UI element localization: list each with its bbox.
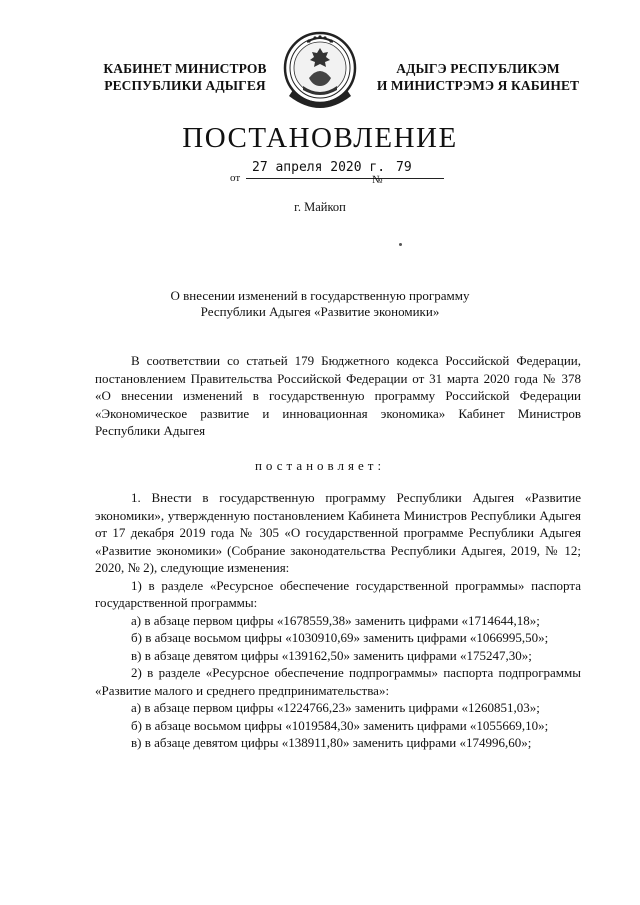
preamble-paragraph: В соответствии со статьей 179 Бюджетного кодекса Российской Федерации, постановлением Правительства Российской Федерации от 31 марта 2020 года № 378 «О внесении изменений в государственную программу Российской Федерации «Экономическое развитие и инновационная экономика» Кабинет Министров Республики Адыгея (95, 353, 581, 438)
coat-of-arms-icon (279, 28, 361, 114)
list-item: в) в абзаце девятом цифры «138911,80» заменить цифрами «174996,60»; (131, 735, 532, 750)
org-name-adyghe (368, 60, 588, 94)
org-name-line: И МИНИСТРЭМЭ Я КАБИНЕТ (376, 78, 580, 93)
resolves-word: постановляет: (254, 458, 386, 473)
list-item: б) в абзаце восьмом цифры «1030910,69» заменить цифрами «1066995,50»; (131, 630, 549, 645)
list-item: а) в абзаце первом цифры «1678559,38» заменить цифрами «1714644,18»; (131, 612, 540, 628)
document-date: 27 апреля 2020 г. (246, 160, 390, 179)
city: г. Майкоп (294, 200, 346, 214)
org-name-russian (90, 60, 280, 94)
document-subject (100, 288, 540, 320)
subject-line: Республики Адыгея «Развитие экономики» (200, 304, 440, 319)
list-item: 2) в разделе «Ресурсное обеспечение подпрограммы» паспорта подпрограммы «Развитие малого и среднего предпринимательства»: (95, 665, 581, 698)
org-name-line: АДЫГЭ РЕСПУБЛИКЭМ (396, 61, 560, 76)
list-item: 1. Внести в государственную программу Республики Адыгея «Развитие экономики», утвержденную постановлением Кабинета Министров Республики Адыгея от 17 декабря 2019 года № 305 «О государственной программе Республики Адыгея «Развитие экономики» (Собрание законодательства Республики Адыгея, 2019, № 12; 2020, № 2), следующие изменения: (95, 490, 581, 575)
date-number-line (228, 160, 448, 190)
list-item: б) в абзаце восьмом цифры «1019584,30» заменить цифрами «1055669,10»; (131, 717, 549, 733)
date-prefix: от (230, 172, 241, 184)
org-name-line: КАБИНЕТ МИНИСТРОВ (103, 61, 267, 76)
org-name-line: РЕСПУБЛИКИ АДЫГЕЯ (104, 78, 266, 93)
document-title: ПОСТАНОВЛЕНИЕ (182, 122, 458, 154)
document-number: 79 (390, 160, 444, 179)
list-item: а) в абзаце первом цифры «1224766,23» заменить цифрами «1260851,03»; (131, 700, 540, 715)
list-item: в) в абзаце девятом цифры «139162,50» заменить цифрами «175247,30»; (131, 647, 532, 663)
scan-speck (399, 243, 402, 246)
amendments-list (95, 489, 581, 752)
subject-line: О внесении изменений в государственную программу (170, 288, 470, 303)
number-prefix: № (372, 174, 383, 186)
list-item: 1) в разделе «Ресурсное обеспечение государственной программы» паспорта государственной программы: (95, 577, 581, 610)
